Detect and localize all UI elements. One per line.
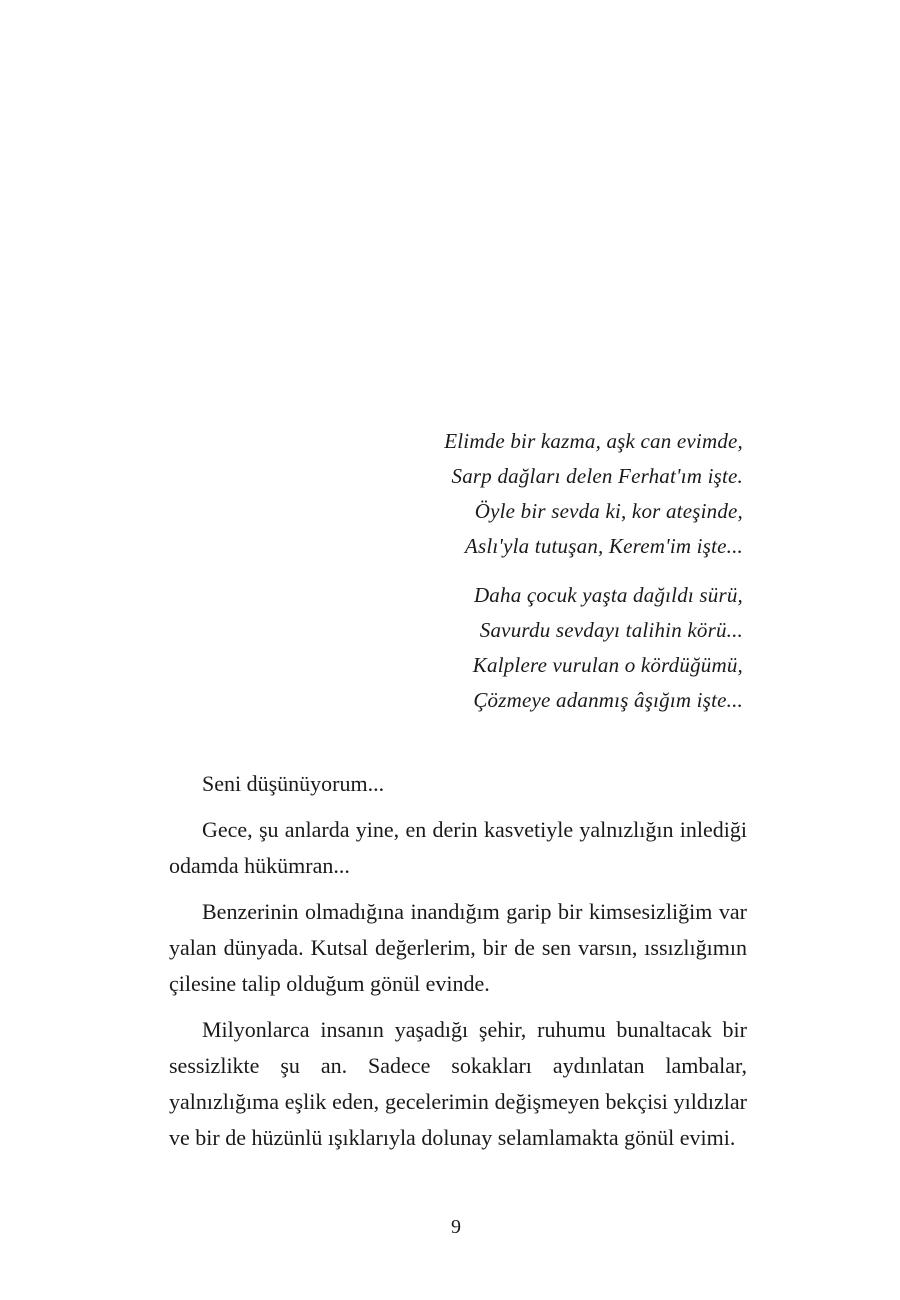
poem-line: Aslı'yla tutuşan, Kerem'im işte... [464,534,743,558]
poem-line: Savurdu sevdayı talihin körü... [479,618,743,642]
poem-line: Elimde bir kazma, aşk can evimde, [444,429,743,453]
prose-body [169,766,747,1166]
poem-line: Kalplere vurulan o kördüğümü, [472,653,743,677]
paragraph: Benzerinin olmadığına inandığım garip bir kimsesizliğim var yalan dünyada. Kutsal değerlerim, bir de sen varsın, ıssızlığımın çilesine talip olduğum gönül evinde. [169,899,747,996]
poem-stanza-2 [444,578,743,718]
poem-line: Çözmeye adanmış âşığım işte... [473,688,743,712]
poem-line: Sarp dağları delen Ferhat'ım işte. [451,464,743,488]
page-number: 9 [451,1216,461,1238]
paragraph: Milyonlarca insanın yaşadığı şehir, ruhumu bunaltacak bir sessizlikte şu an. Sadece sokakları aydınlatan lambalar, yalnızlığıma eşlik eden, gecelerimin değişmeyen bekçisi yıldızlar ve bir de hüzünlü ışıklarıyla dolunay selamlamakta gönül evimi. [169,1017,747,1150]
poem-stanza-1 [444,424,743,564]
paragraph: Gece, şu anlarda yine, en derin kasvetiyle yalnızlığın inlediği odamda hükümran... [169,817,747,878]
poem-line: Öyle bir sevda ki, kor ateşinde, [474,499,743,523]
paragraph: Seni düşünüyorum... [202,771,385,796]
poem-line: Daha çocuk yaşta dağıldı sürü, [473,583,743,607]
poem [444,424,743,718]
